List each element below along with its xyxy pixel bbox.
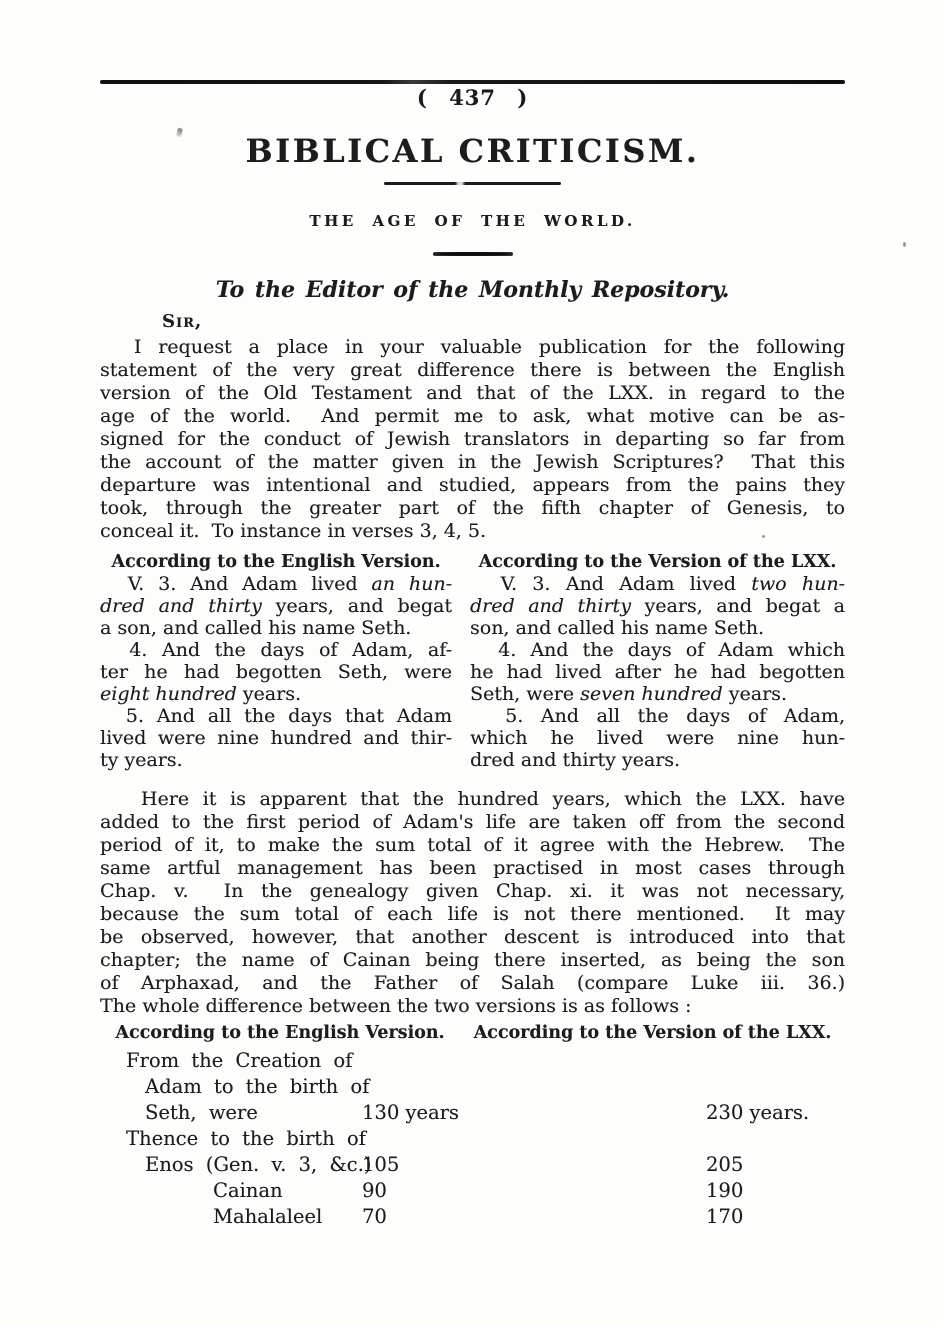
text-line: Here it is apparent that the hundred years, which the LXX. have xyxy=(100,788,845,810)
totals-row-label: From the Creation of xyxy=(126,1049,353,1072)
text-line xyxy=(470,727,845,749)
text-line: same artful management has been practised in most cases through xyxy=(100,857,845,879)
text-line: statement of the very great difference there is between the English xyxy=(100,359,845,381)
section-title: THE AGE OF THE WORLD. xyxy=(309,212,636,230)
totals-row xyxy=(100,1100,845,1126)
verses-english xyxy=(100,573,452,771)
text: Seth, were xyxy=(470,683,581,705)
english-version-value: 70 xyxy=(362,1205,387,1228)
italic-text: two hun- xyxy=(751,573,845,595)
text-line xyxy=(470,661,845,683)
ink-speck xyxy=(903,242,906,247)
italic-text: dred and thirty xyxy=(100,595,262,617)
text: years, and begat a xyxy=(630,595,845,617)
text: ter he had begotten Seth, were xyxy=(100,661,452,683)
divider-rule xyxy=(384,182,561,185)
text-line: the account of the matter given in the Jewish Scriptures? That this xyxy=(100,451,845,473)
text-line: conceal it. To instance in verses 3, 4, 5. xyxy=(100,520,487,542)
intro-paragraph xyxy=(100,336,845,543)
text-line xyxy=(100,727,452,749)
totals-row-label: Enos (Gen. v. 3, &c.) xyxy=(145,1153,372,1176)
lxx-version-value: 190 xyxy=(706,1179,744,1202)
english-version-value: 90 xyxy=(362,1179,387,1202)
text-line: departure was intentional and studied, appears from the pains they xyxy=(100,474,845,496)
italic-text: an hun- xyxy=(371,573,452,595)
italic-text: dred and thirty xyxy=(470,595,631,617)
text-line xyxy=(470,573,845,595)
text-line: took, through the greater part of the fifth chapter of Genesis, to xyxy=(100,497,845,519)
text-line: Chap. v. In the genealogy given Chap. xi. it was not necessary, xyxy=(100,880,845,902)
text-line xyxy=(470,639,845,661)
text: 4. And the days of Adam, af- xyxy=(100,639,452,661)
text-line xyxy=(470,749,845,771)
english-version-value: 130 years xyxy=(362,1101,459,1124)
analysis-paragraph xyxy=(100,788,845,1018)
totals-row-label: Thence to the birth of xyxy=(126,1127,366,1150)
verse-column-lxx xyxy=(470,551,845,771)
divider-rule xyxy=(433,252,513,256)
totals-comparison-headers xyxy=(100,1022,845,1044)
column-header-lxx: According to the Version of the LXX. xyxy=(478,552,837,572)
totals-row xyxy=(100,1048,845,1074)
totals-row xyxy=(100,1126,845,1152)
totals-row-label: Seth, were xyxy=(145,1101,258,1124)
text-line: age of the world. And permit me to ask, what motive can be as- xyxy=(100,405,845,427)
text-line xyxy=(100,749,452,771)
verse-comparison xyxy=(100,551,845,771)
text: a son, and called his name Seth. xyxy=(100,617,412,639)
salutation: Sir, xyxy=(162,311,203,332)
verses-lxx xyxy=(470,573,845,771)
text-line: of Arphaxad, and the Father of Salah (compare Luke iii. 36.) xyxy=(100,972,845,994)
text: V. 3. And Adam lived xyxy=(470,573,752,595)
text: 4. And the days of Adam which xyxy=(470,639,845,661)
totals-row xyxy=(100,1152,845,1178)
text: years. xyxy=(722,683,787,705)
lxx-version-value: 205 xyxy=(706,1153,744,1176)
text-line: signed for the conduct of Jewish translators in departing so far from xyxy=(100,428,845,450)
text: 5. And all the days that Adam xyxy=(100,705,452,727)
text: lived were nine hundred and thir- xyxy=(100,727,452,749)
text-line: I request a place in your valuable publication for the following xyxy=(100,336,845,358)
text-line: The whole difference between the two versions is as follows : xyxy=(100,995,692,1017)
page-number: ( 437 ) xyxy=(416,85,529,110)
text-line xyxy=(100,661,452,683)
italic-text: eight hundred xyxy=(100,683,237,705)
totals-row xyxy=(100,1074,845,1100)
text: dred and thirty years. xyxy=(470,749,681,771)
page-content xyxy=(100,0,845,1230)
text-line: version of the Old Testament and that of the LXX. in regard to the xyxy=(100,382,845,404)
english-version-value: 105 xyxy=(362,1153,400,1176)
text: V. 3. And Adam lived xyxy=(100,573,372,595)
text-line xyxy=(470,595,845,617)
totals-row-label: Cainan xyxy=(213,1179,283,1202)
column-header-english: According to the English Version. xyxy=(111,552,441,572)
article-title: BIBLICAL CRITICISM. xyxy=(245,132,700,170)
text-line xyxy=(470,617,845,639)
text-line xyxy=(100,617,452,639)
text-line: be observed, however, that another descent is introduced into that xyxy=(100,926,845,948)
text-line: because the sum total of each life is not there mentioned. It may xyxy=(100,903,845,925)
text-line xyxy=(100,683,452,705)
text: son, and called his name Seth. xyxy=(470,617,764,639)
totals-row-label: Mahalaleel xyxy=(213,1205,323,1228)
lxx-version-value: 230 years. xyxy=(706,1101,810,1124)
totals-row xyxy=(100,1178,845,1204)
text-line xyxy=(100,639,452,661)
verse-column-english xyxy=(100,551,452,771)
italic-text: seven hundred xyxy=(580,683,723,705)
totals-header-english: According to the English Version. xyxy=(115,1023,445,1043)
text-line xyxy=(100,573,452,595)
text: he had lived after he had begotten xyxy=(470,661,845,683)
text-line xyxy=(470,705,845,727)
text-line: period of it, to make the sum total of it agree with the Hebrew. The xyxy=(100,834,845,856)
top-rule xyxy=(100,80,845,84)
text: 5. And all the days of Adam, xyxy=(470,705,845,727)
text-line xyxy=(470,683,845,705)
text: years, and begat xyxy=(261,595,453,617)
totals-header-lxx: According to the Version of the LXX. xyxy=(473,1023,832,1043)
lxx-version-value: 170 xyxy=(706,1205,744,1228)
address-line: To the Editor of the Monthly Repository. xyxy=(215,277,730,303)
totals-table xyxy=(100,1048,845,1230)
totals-row xyxy=(100,1204,845,1230)
text-line xyxy=(100,705,452,727)
text-line: chapter; the name of Cainan being there inserted, as being the son xyxy=(100,949,845,971)
text: ty years. xyxy=(100,749,183,771)
text-line: added to the first period of Adam's life are taken off from the second xyxy=(100,811,845,833)
text: which he lived were nine hun- xyxy=(470,727,845,749)
totals-row-label: Adam to the birth of xyxy=(145,1075,370,1098)
text-line xyxy=(100,595,452,617)
text: years. xyxy=(236,683,301,705)
